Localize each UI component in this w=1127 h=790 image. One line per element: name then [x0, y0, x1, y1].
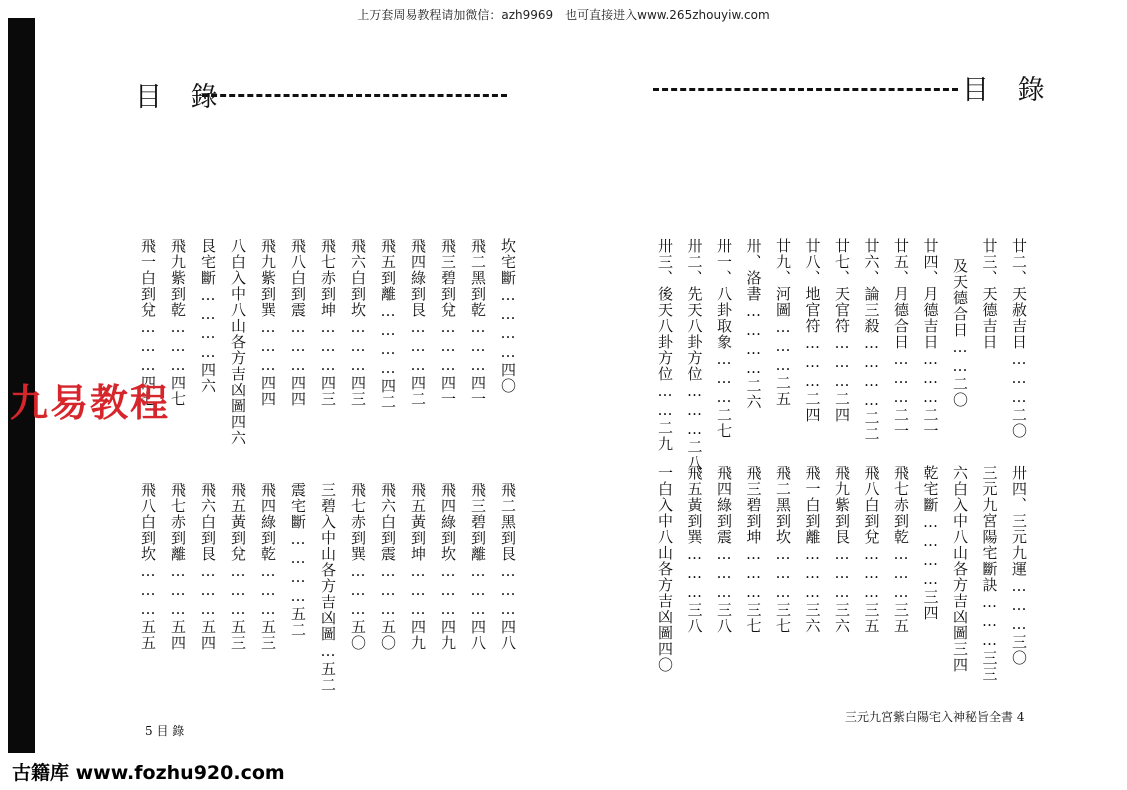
top-note: 上万套周易教程请加微信：azh9969 也可直接进入www.265zhouyiw.com — [357, 8, 770, 22]
toc-entry: 坎宅斷…………四〇 — [499, 238, 517, 394]
left-heading-rule — [202, 94, 507, 97]
toc-entry: 艮宅斷…………四六 — [199, 238, 217, 394]
toc-entry: 卅、洛書…………二六 — [744, 238, 763, 410]
site-label: 古籍库 www.fozhu920.com — [12, 762, 285, 784]
toc-entry: 飛七赤到巽………五〇 — [349, 482, 367, 651]
toc-entry: 飛四綠到震………三八 — [715, 465, 733, 634]
toc-entry: 飛一白到兌………四七 — [139, 238, 157, 407]
left-heading: 目 錄 — [135, 82, 228, 113]
toc-entry: 飛二黑到坎………三七 — [774, 465, 792, 634]
toc-entry: 飛九紫到艮………三六 — [833, 465, 851, 634]
toc-entry: 飛六白到震………五〇 — [379, 482, 397, 651]
toc-entry: 飛六白到艮………五四 — [199, 482, 217, 651]
toc-entry: 廿七、天官符………二四 — [833, 238, 851, 423]
toc-entry: 廿二、天赦吉日………二〇 — [1010, 238, 1028, 439]
toc-entry: 六白入中八山各方吉凶圖三四 — [951, 465, 969, 673]
toc-entry: 飛三碧到坤………三七 — [744, 465, 763, 634]
toc-entry: 廿五、月德合日………二一 — [892, 238, 910, 439]
toc-entry: 飛六白到坎………四三 — [349, 238, 367, 407]
toc-entry: 卅二、先天八卦方位………二八 — [685, 238, 704, 471]
toc-entry: 飛二黑到艮………四八 — [499, 482, 517, 651]
toc-entry: 三碧入中山各方吉凶圖…五二 — [319, 482, 337, 693]
toc-entry: 飛七赤到坤………四三 — [319, 238, 337, 407]
toc-entry: 飛四綠到艮………四二 — [409, 238, 427, 407]
toc-entry: 飛四綠到乾………五三 — [259, 482, 277, 651]
toc-entry: 卅一、八卦取象………二七 — [715, 238, 733, 439]
right-heading-rule — [653, 88, 958, 91]
toc-entry: 飛八白到兌………三五 — [862, 465, 881, 634]
toc-entry: 廿六、論三殺…………二二 — [862, 238, 881, 442]
toc-entry: 飛五到離…………四二 — [379, 238, 397, 410]
toc-entry: 廿三、天德吉日 — [980, 238, 999, 350]
right-heading: 目 錄 — [962, 75, 1055, 106]
toc-entry: 飛四綠到坎………四九 — [439, 482, 457, 651]
toc-entry: 飛五黃到兌………五三 — [229, 482, 247, 651]
toc-entry: 飛五黃到巽………三八 — [685, 465, 704, 634]
toc-entry: 廿八、地官符………二四 — [803, 238, 822, 423]
toc-entry: 廿九、河圖………二五 — [774, 238, 792, 407]
toc-entry: 飛八白到震………四四 — [289, 238, 307, 407]
toc-entry: 廿四、月德吉日………二一 — [921, 238, 940, 439]
toc-entry: 飛七赤到離………五四 — [169, 482, 187, 651]
toc-entry: 飛五黃到坤………四九 — [409, 482, 427, 651]
left-footer: 5 目 錄 — [145, 724, 185, 738]
toc-entry: 飛七赤到乾………三五 — [892, 465, 910, 634]
toc-entry: 卅三、後天八卦方位……二九 — [656, 238, 674, 452]
toc-entry: 八白入中八山各方吉凶圖四六 — [229, 238, 247, 446]
toc-entry: 飛九紫到乾………四七 — [169, 238, 187, 407]
watermark: 九易教程 — [10, 381, 171, 425]
toc-entry: 乾宅斷…………三四 — [921, 465, 940, 621]
toc-entry: 震宅斷…………五二 — [289, 482, 307, 638]
toc-entry: 飛二黑到乾………四一 — [469, 238, 487, 407]
toc-entry: 及天德合日……二〇 — [951, 258, 969, 408]
toc-entry: 飛九紫到巽………四四 — [259, 238, 277, 407]
toc-entry: 飛八白到坎………五五 — [139, 482, 157, 651]
toc-entry: 一白入中八山各方吉凶圖四〇 — [656, 465, 674, 673]
right-footer: 三元九宮紫白陽宅入神秘旨全書 4 — [845, 710, 1025, 724]
toc-entry: 飛三碧到兌………四一 — [439, 238, 457, 407]
toc-entry: 三元九宮陽宅斷訣………三三 — [980, 465, 999, 682]
toc-entry: 飛三碧到離………四八 — [469, 482, 487, 651]
toc-entry: 飛一白到離………三六 — [803, 465, 822, 634]
toc-entry: 卅四、三元九運………三〇 — [1010, 465, 1028, 666]
